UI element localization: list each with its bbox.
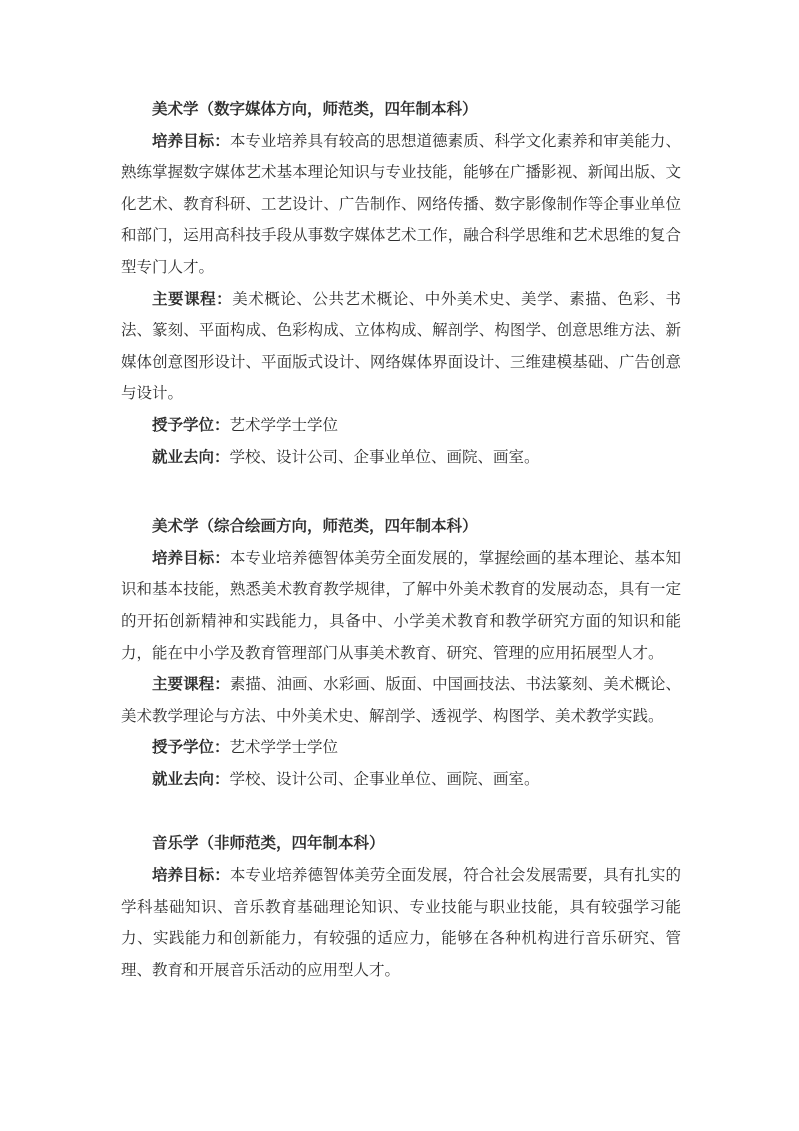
program-section-fine-arts-comprehensive-painting (121, 511, 681, 795)
program-section-fine-arts-digital-media (121, 94, 681, 473)
section-title: 美术学（综合绘画方向，师范类，四年制本科） (152, 518, 478, 536)
paragraph-label: 培养目标： (152, 549, 230, 567)
paragraph-label: 就业去向： (152, 448, 230, 466)
program-section-musicology (121, 828, 681, 986)
paragraph-employment-direction (121, 442, 681, 474)
document-content (121, 94, 681, 986)
paragraph-main-courses (121, 669, 681, 732)
paragraph-text: 艺术学学士学位 (229, 739, 339, 757)
paragraph-training-objective (121, 126, 681, 284)
paragraph-label: 主要课程： (152, 676, 230, 694)
paragraph-label: 培养目标： (152, 132, 230, 150)
paragraph-text: 美术概论、公共艺术概论、中外美术史、美学、素描、色彩、书法、篆刻、平面构成、色彩构成、立体构成、解剖学、构图学、创意思维方法、新媒体创意图形设计、平面版式设计、网络媒体界面设计、三维建模基础、广告创意与设计。 (121, 290, 681, 403)
section-title: 美术学（数字媒体方向，师范类，四年制本科） (152, 101, 478, 118)
paragraph-text: 学校、设计公司、企事业单位、画院、画室。 (229, 448, 540, 466)
paragraph-text: 艺术学学士学位 (229, 416, 339, 434)
paragraph-label: 授予学位： (152, 416, 230, 434)
paragraph-training-objective (121, 543, 681, 669)
paragraph-label: 培养目标： (152, 867, 230, 885)
paragraph-text: 本专业培养具有较高的思想道德素质、科学文化素养和审美能力、熟练掌握数字媒体艺术基本理论知识与专业技能，能够在广播影视、新闻出版、文化艺术、教育科研、工艺设计、广告制作、网络传播、数字影像制作等企事业单位和部门，运用高科技手段从事数字媒体艺术工作，融合科学思维和艺术思维的复合型专门人才。 (121, 132, 681, 276)
paragraph-degree-awarded (121, 732, 681, 764)
paragraph-degree-awarded (121, 410, 681, 442)
paragraph-label: 就业去向： (152, 770, 230, 788)
paragraph-text: 素描、油画、水彩画、版面、中国画技法、书法篆刻、美术概论、美术教学理论与方法、中外美术史、解剖学、透视学、构图学、美术教学实践。 (121, 676, 681, 725)
paragraph-employment-direction (121, 764, 681, 796)
paragraph-main-courses (121, 284, 681, 410)
paragraph-training-objective (121, 860, 681, 986)
paragraph-label: 主要课程： (152, 290, 233, 308)
paragraph-text: 本专业培养德智体美劳全面发展的，掌握绘画的基本理论、基本知识和基本技能，熟悉美术教育教学规律，了解中外美术教育的发展动态，具有一定的开拓创新精神和实践能力，具备中、小学美术教育和教学研究方面的知识和能力，能在中小学及教育管理部门从事美术教育、研究、管理的应用拓展型人才。 (121, 549, 681, 662)
paragraph-text: 学校、设计公司、企事业单位、画院、画室。 (229, 770, 540, 788)
paragraph-label: 授予学位： (152, 739, 230, 757)
paragraph-text: 本专业培养德智体美劳全面发展，符合社会发展需要，具有扎实的学科基础知识、音乐教育基础理论知识、专业技能与职业技能，具有较强学习能力、实践能力和创新能力，有较强的适应力，能够在各种机构进行音乐研究、管理、教育和开展音乐活动的应用型人才。 (121, 867, 681, 979)
section-title: 音乐学（非师范类，四年制本科） (152, 835, 385, 853)
